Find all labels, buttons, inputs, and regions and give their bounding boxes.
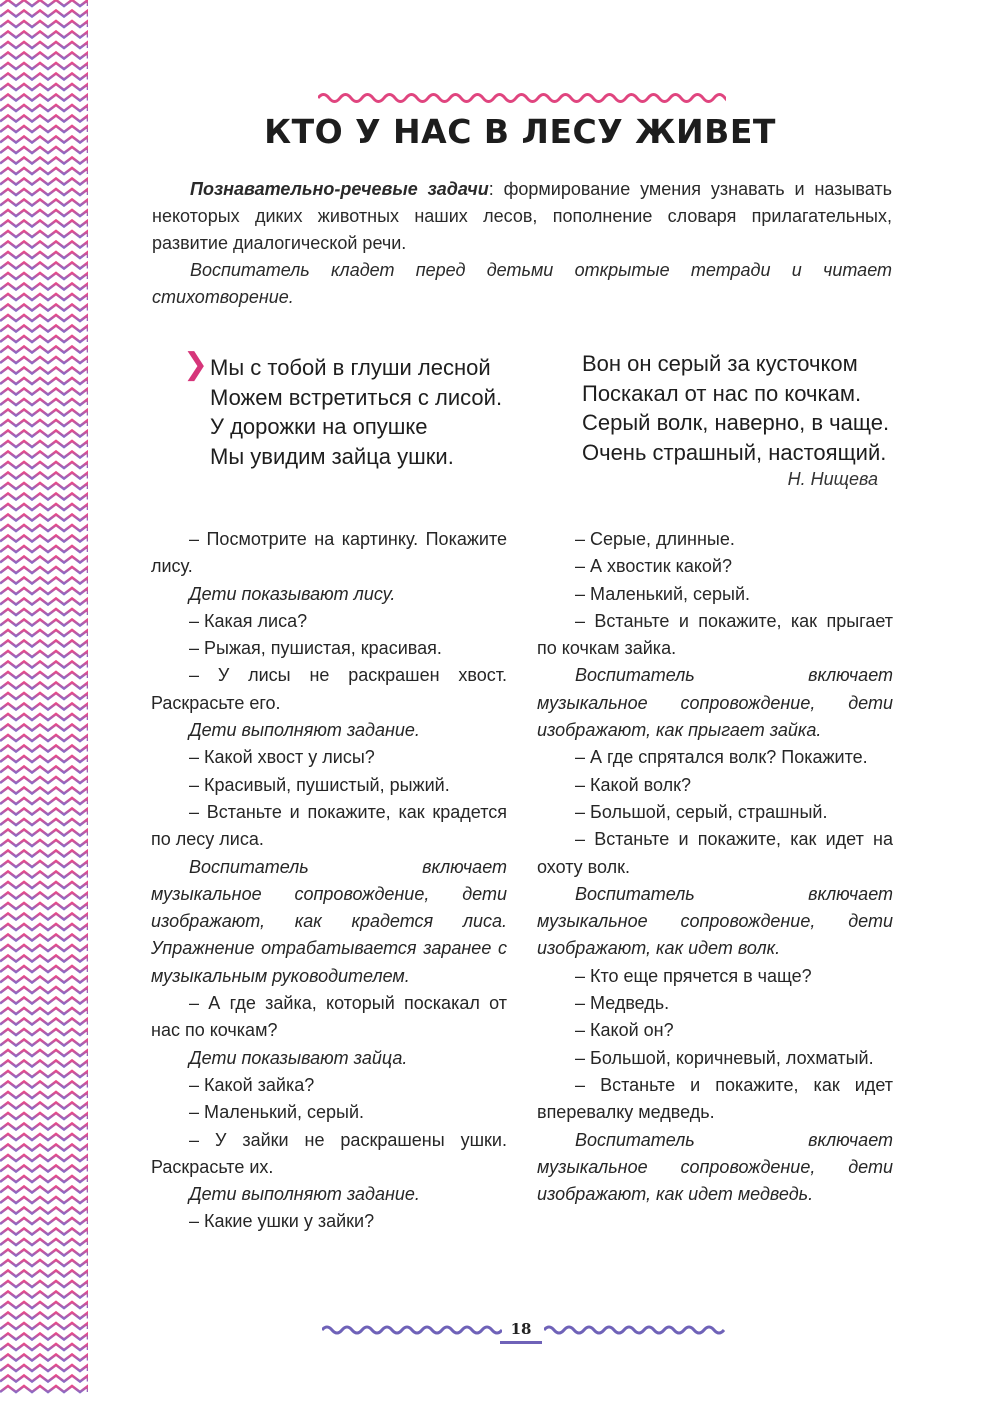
poem-line: Очень страшный, настоящий. [582,439,887,465]
poem-author: Н. Нищева [787,469,878,489]
zigzag-line [0,1292,88,1298]
dialogue-right-column [537,526,893,1208]
dialogue-line: – Маленький, серый. [189,1102,365,1123]
zigzag-line [0,263,88,269]
zigzag-line [0,777,88,783]
dialogue-line: – Большой, коричневый, лохматый. [575,1047,874,1068]
zigzag-line [0,872,88,878]
zigzag-line [0,966,88,972]
zigzag-line [0,368,88,374]
zigzag-line [0,1176,88,1182]
zigzag-line [0,168,88,174]
zigzag-line [0,945,88,951]
zigzag-line [0,410,88,416]
zigzag-line [0,746,88,752]
dialogue-line: – Медведь. [575,993,670,1014]
zigzag-line [0,242,88,248]
zigzag-line [0,798,88,804]
zigzag-line [0,11,88,17]
zigzag-line [0,1355,88,1361]
zigzag-line [0,357,88,363]
zigzag-line [0,588,88,594]
poem-line: Серый волк, наверно, в чаще. [582,410,890,435]
zigzag-line [0,1386,88,1392]
zigzag-line [0,1145,88,1151]
stage-direction: Воспитатель включает музыкальное сопровождение, дети изображают, как крадется лиса. Упражнение отрабатывается заранее с музыкальным руководителем. [151,856,507,986]
header-wave-decoration [318,88,726,108]
objectives-text: : формирование умения узнавать и называть некоторых диких животных наших лесов, пополнение словаря прилагательных, развитие диалогической речи. [152,179,892,253]
stage-direction: Дети показывают зайца. [189,1047,408,1068]
zigzag-line [0,725,88,731]
zigzag-line [0,1302,88,1308]
zigzag-line [0,1134,88,1140]
zigzag-line [0,1334,88,1340]
stage-direction: Дети выполняют задание. [189,720,420,741]
zigzag-line [0,0,88,6]
zigzag-line [0,893,88,899]
zigzag-line [0,494,88,500]
zigzag-line [0,840,88,846]
zigzag-line [0,74,88,80]
zigzag-line [0,431,88,437]
zigzag-line [0,1323,88,1329]
zigzag-line [0,809,88,815]
zigzag-line [0,231,88,237]
zigzag-line [0,1344,88,1350]
dialogue-line: – У зайки не раскрашены ушки. Раскрасьте их. [151,1129,507,1177]
zigzag-line [0,1250,88,1256]
dialogue-line: – Какой зайка? [189,1074,315,1095]
zigzag-line [0,830,88,836]
chevron-right-icon: ❯ [183,348,209,381]
zigzag-line [0,788,88,794]
dialogue-line: – Встаньте и покажите, как прыгает по кочкам зайка. [537,610,893,659]
zigzag-line [0,882,88,888]
zigzag-line [0,347,88,353]
zigzag-line [0,683,88,689]
stage-direction: Дети показывают лису. [189,583,396,604]
zigzag-border-decoration [0,0,88,1402]
dialogue-line: – Какой хвост у лисы? [189,747,375,768]
zigzag-line [0,1040,88,1046]
dialogue-line: – Какая лиса? [189,610,308,631]
zigzag-line [0,452,88,458]
stage-direction: Дети выполняют задание. [189,1184,420,1205]
zigzag-line [0,956,88,962]
zigzag-line [0,137,88,143]
zigzag-line [0,1071,88,1077]
stage-direction: Воспитатель включает музыкальное сопровождение, дети изображают, как идет медведь. [537,1129,893,1205]
page-number-underline [500,1341,542,1345]
zigzag-line [0,903,88,909]
dialogue-line: – Какой он? [575,1020,674,1041]
zigzag-line [0,473,88,479]
intro-objectives [152,176,892,257]
zigzag-line [0,1218,88,1224]
zigzag-line [0,567,88,573]
zigzag-line [0,315,88,321]
zigzag-line [0,914,88,920]
zigzag-line [0,399,88,405]
zigzag-line [0,1376,88,1382]
zigzag-line [0,1103,88,1109]
zigzag-line [0,735,88,741]
zigzag-line [0,158,88,164]
zigzag-line [0,935,88,941]
zigzag-line [0,620,88,626]
zigzag-line [0,672,88,678]
zigzag-line [0,273,88,279]
zigzag-line [0,32,88,38]
zigzag-line [0,378,88,384]
dialogue-line: – Посмотрите на картинку. Покажите лису. [151,529,507,577]
zigzag-line [0,819,88,825]
zigzag-line [0,252,88,258]
zigzag-line [0,546,88,552]
zigzag-line [0,756,88,762]
zigzag-line [0,116,88,122]
zigzag-line [0,179,88,185]
zigzag-line [0,578,88,584]
dialogue-line: – Серые, длинные. [575,529,735,549]
zigzag-line [0,767,88,773]
poem-line: Мы увидим зайца ушки. [210,443,454,469]
dialogue-line: – Какой волк? [575,774,692,795]
dialogue-line: – Красивый, пушистый, рыжий. [189,774,450,795]
zigzag-line [0,1050,88,1056]
poem-line: Можем встретиться с лисой. [210,384,503,410]
zigzag-line [0,1061,88,1067]
zigzag-line [0,105,88,111]
zigzag-line [0,42,88,48]
zigzag-line [0,987,88,993]
poem-line: Мы с тобой в глуши лесной [210,355,491,380]
zigzag-line [0,525,88,531]
zigzag-line [0,462,88,468]
dialogue-line: – А хвостик какой? [575,556,732,577]
zigzag-line [0,1113,88,1119]
zigzag-line [0,714,88,720]
zigzag-line [0,326,88,332]
poem-line: Поскакал от нас по кочкам. [582,380,862,406]
dialogue-line: – А где спрятался волк? Покажите. [575,747,868,768]
zigzag-line [0,861,88,867]
zigzag-line [0,977,88,983]
zigzag-line [0,1187,88,1193]
dialogue-line: – Рыжая, пушистая, красивая. [189,638,442,659]
footer-wave-right-decoration [544,1322,726,1338]
zigzag-line [0,1229,88,1235]
dialogue-line: – Какие ушки у зайки? [189,1211,375,1232]
objectives-label: Познавательно-речевые задачи [190,179,489,199]
zigzag-line [0,609,88,615]
zigzag-line [0,147,88,153]
zigzag-line [0,84,88,90]
zigzag-line [0,21,88,27]
zigzag-line [0,851,88,857]
poem-line: У дорожки на опушке [210,414,428,439]
stage-direction: Воспитатель включает музыкальное сопровождение, дети изображают, как идет волк. [537,883,893,959]
dialogue-line: – Кто еще прячется в чаще? [575,965,812,986]
zigzag-line [0,1092,88,1098]
zigzag-line [0,599,88,605]
dialogue-line: – Большой, серый, страшный. [575,801,828,822]
dialogue-line: – У лисы не раскрашен хвост. Раскрасьте его. [151,665,507,713]
zigzag-line [0,1029,88,1035]
poem-left-stanza [210,353,502,471]
zigzag-line [0,557,88,563]
poem-line: Вон он серый за кусточком [582,351,858,376]
page-number: 18 [510,1320,532,1338]
dialogue-line: – Встаньте и покажите, как крадется по лесу лиса. [151,801,507,850]
zigzag-line [0,641,88,647]
dialogue-line: – Встаньте и покажите, как идет на охоту волк. [537,829,893,877]
zigzag-line [0,630,88,636]
zigzag-line [0,1313,88,1319]
zigzag-line [0,200,88,206]
zigzag-line [0,1166,88,1172]
zigzag-line [0,221,88,227]
intro-instruction: Воспитатель кладет перед детьми открытые тетради и читает стихотворение. [152,260,892,307]
zigzag-line [0,924,88,930]
zigzag-line [0,651,88,657]
zigzag-line [0,1260,88,1266]
zigzag-line [0,1019,88,1025]
footer-wave-left-decoration [322,1322,502,1338]
zigzag-line [0,1208,88,1214]
zigzag-line [0,420,88,426]
zigzag-line [0,662,88,668]
zigzag-line [0,1124,88,1130]
zigzag-line [0,294,88,300]
zigzag-line [0,63,88,69]
zigzag-line [0,1365,88,1371]
intro-section [152,176,892,311]
dialogue-line: – А где зайка, который поскакал от нас по кочкам? [151,993,507,1041]
zigzag-line [0,1271,88,1277]
page-title: КТО У НАС В ЛЕСУ ЖИВЕТ [264,112,776,151]
zigzag-line [0,389,88,395]
zigzag-line [0,305,88,311]
zigzag-line [0,1008,88,1014]
zigzag-line [0,515,88,521]
zigzag-line [0,704,88,710]
dialogue-line: – Встаньте и покажите, как идет вперевалку медведь. [537,1074,893,1123]
zigzag-line [0,536,88,542]
zigzag-line [0,1197,88,1203]
zigzag-line [0,1082,88,1088]
dialogue-left-column [151,526,507,1236]
zigzag-line [0,483,88,489]
poem-right-stanza [582,349,889,467]
zigzag-line [0,210,88,216]
zigzag-line [0,53,88,59]
zigzag-line [0,284,88,290]
zigzag-line [0,1239,88,1245]
stage-direction: Воспитатель включает музыкальное сопровождение, дети изображают, как прыгает зайка. [537,665,893,741]
zigzag-line [0,504,88,510]
zigzag-line [0,441,88,447]
zigzag-line [0,1281,88,1287]
zigzag-line [0,126,88,132]
dialogue-line: – Маленький, серый. [575,583,751,604]
zigzag-line [0,189,88,195]
zigzag-line [0,95,88,101]
zigzag-line [0,336,88,342]
zigzag-line [0,1155,88,1161]
zigzag-line [0,693,88,699]
zigzag-line [0,998,88,1004]
